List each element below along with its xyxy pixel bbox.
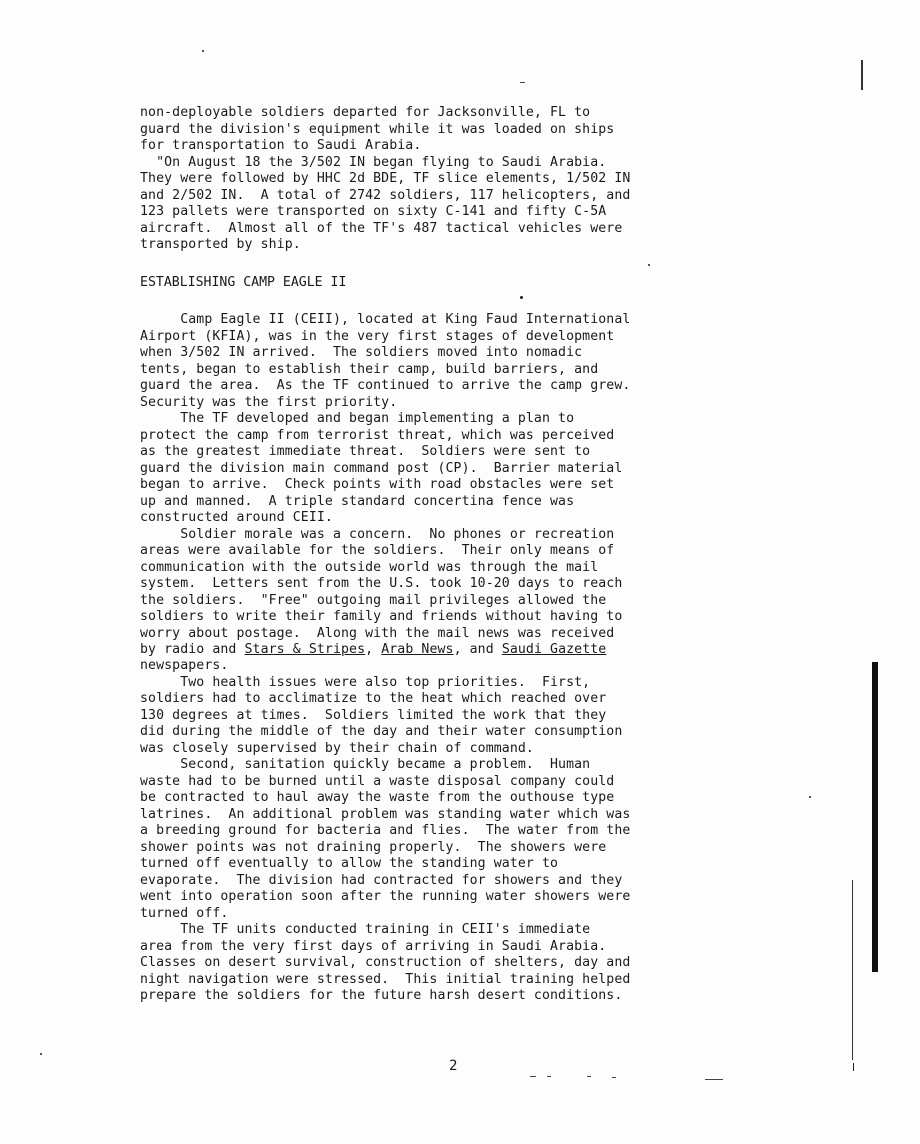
- text-line: worry about postage. Along with the mail news was received: [140, 625, 615, 641]
- text-line: the soldiers. "Free" outgoing mail privileges allowed the: [140, 592, 607, 608]
- text-line: non-deployable soldiers departed for Jacksonville, FL to: [140, 105, 591, 120]
- text-line: area from the very first days of arriving in Saudi Arabia.: [140, 938, 607, 954]
- text-line: Airport (KFIA), was in the very first stages of development: [140, 328, 615, 344]
- text-line: tents, began to establish their camp, build barriers, and: [140, 361, 599, 377]
- text-line: soldiers to write their family and friends without having to: [140, 609, 623, 624]
- page-number: 2: [449, 1058, 458, 1074]
- newspaper-title: Arab News: [381, 642, 454, 657]
- text-line: constructed around CEII.: [140, 510, 333, 525]
- text-line: be contracted to haul away the waste from the outhouse type: [140, 790, 615, 805]
- paragraph-block-deployment: [140, 105, 780, 254]
- scan-speck: [520, 296, 523, 299]
- paragraph-block-camp-eagle: [140, 312, 780, 642]
- text-line: as the greatest immediate threat. Soldiers were sent to: [140, 444, 591, 459]
- section-heading: ESTABLISHING CAMP EAGLE II: [140, 275, 347, 290]
- text-line: soldiers had to acclimatize to the heat which reached over: [140, 691, 607, 706]
- text-line: aircraft. Almost all of the TF's 487 tactical vehicles were: [140, 220, 623, 236]
- text-line: and 2/502 IN. A total of 2742 soldiers, 117 helicopters, and: [140, 187, 631, 203]
- text-line: system. Letters sent from the U.S. took 10-20 days to reach: [140, 576, 623, 591]
- scan-speck: [40, 1053, 42, 1055]
- text-line: Second, sanitation quickly became a problem. Human: [140, 757, 591, 772]
- text-line: 123 pallets were transported on sixty C-141 and fifty C-5A: [140, 204, 607, 219]
- text-line: transported by ship.: [140, 237, 301, 252]
- newspaper-title: Stars & Stripes: [244, 642, 366, 657]
- separator: ,: [365, 642, 382, 657]
- text-line: prepare the soldiers for the future harsh desert conditions.: [140, 988, 623, 1003]
- text-line: The TF units conducted training in CEII's immediate: [140, 922, 591, 937]
- text-line: Security was the first priority.: [140, 394, 398, 410]
- margin-mark: [861, 60, 863, 90]
- scan-speck: [853, 1063, 854, 1071]
- text-line: newspapers.: [140, 658, 229, 673]
- text-line: guard the area. As the TF continued to arrive the camp grew.: [140, 378, 631, 393]
- text-line: did during the middle of the day and their water consumption: [140, 724, 623, 739]
- text-line: guard the division main command post (CP). Barrier material: [140, 460, 623, 476]
- text-line: evaporate. The division had contracted for showers and they: [140, 872, 623, 888]
- scan-mark: [547, 1076, 551, 1077]
- text-line: Camp Eagle II (CEII), located at King Faud International: [140, 312, 631, 327]
- scan-mark: [612, 1077, 616, 1078]
- newspapers-line: [140, 642, 780, 659]
- text-line: protect the camp from terrorist threat, which was perceived: [140, 427, 615, 443]
- text-line: They were followed by HHC 2d BDE, TF slice elements, 1/502 IN: [140, 171, 631, 186]
- text-line: guard the division's equipment while it was loaded on ships: [140, 121, 615, 137]
- text-line: Two health issues were also top priorities. First,: [140, 674, 591, 690]
- text-line: was closely supervised by their chain of command.: [140, 740, 534, 756]
- text-line: when 3/502 IN arrived. The soldiers moved into nomadic: [140, 345, 583, 360]
- text-line: Classes on desert survival, construction of shelters, day and: [140, 955, 631, 970]
- text-line: "On August 18 the 3/502 IN began flying to Saudi Arabia.: [140, 154, 607, 170]
- text-line: communication with the outside world was through the mail: [140, 559, 599, 575]
- text-line: waste had to be burned until a waste disposal company could: [140, 773, 615, 789]
- newspaper-title: Saudi Gazette: [501, 642, 607, 657]
- scan-speck: [809, 796, 811, 798]
- text-line: a breeding ground for bacteria and flies. The water from the: [140, 823, 631, 838]
- text-line: turned off.: [140, 905, 229, 921]
- scan-mark: [587, 1076, 591, 1077]
- text-line: shower points was not draining properly. The showers were: [140, 839, 607, 855]
- text-line: turned off eventually to allow the standing water to: [140, 856, 559, 871]
- text-line: Soldier morale was a concern. No phones or recreation: [140, 526, 615, 542]
- text-line: for transportation to Saudi Arabia.: [140, 138, 422, 153]
- scan-mark: [705, 1079, 723, 1080]
- paragraph-block-health-training: [140, 658, 780, 1005]
- text-line: went into operation soon after the running water showers were: [140, 889, 631, 904]
- text-line: areas were available for the soldiers. Their only means of: [140, 543, 615, 558]
- text-line: The TF developed and began implementing a plan to: [140, 411, 575, 426]
- text-line: began to arrive. Check points with road obstacles were set: [140, 477, 615, 492]
- scan-speck: [202, 50, 204, 52]
- margin-bar: [872, 662, 878, 972]
- margin-line: [852, 880, 853, 1060]
- newspapers-prefix: by radio and: [140, 642, 245, 657]
- scan-speck: [648, 264, 650, 266]
- text-line: up and manned. A triple standard concertina fence was: [140, 493, 575, 509]
- scan-mark: [520, 82, 525, 83]
- text-line: night navigation were stressed. This initial training helped: [140, 971, 631, 987]
- text-line: latrines. An additional problem was standing water which was: [140, 806, 631, 822]
- text-line: 130 degrees at times. Soldiers limited the work that they: [140, 707, 607, 723]
- newspapers-line-wrap: [140, 642, 780, 659]
- scan-mark: [530, 1076, 536, 1077]
- separator: , and: [453, 642, 502, 657]
